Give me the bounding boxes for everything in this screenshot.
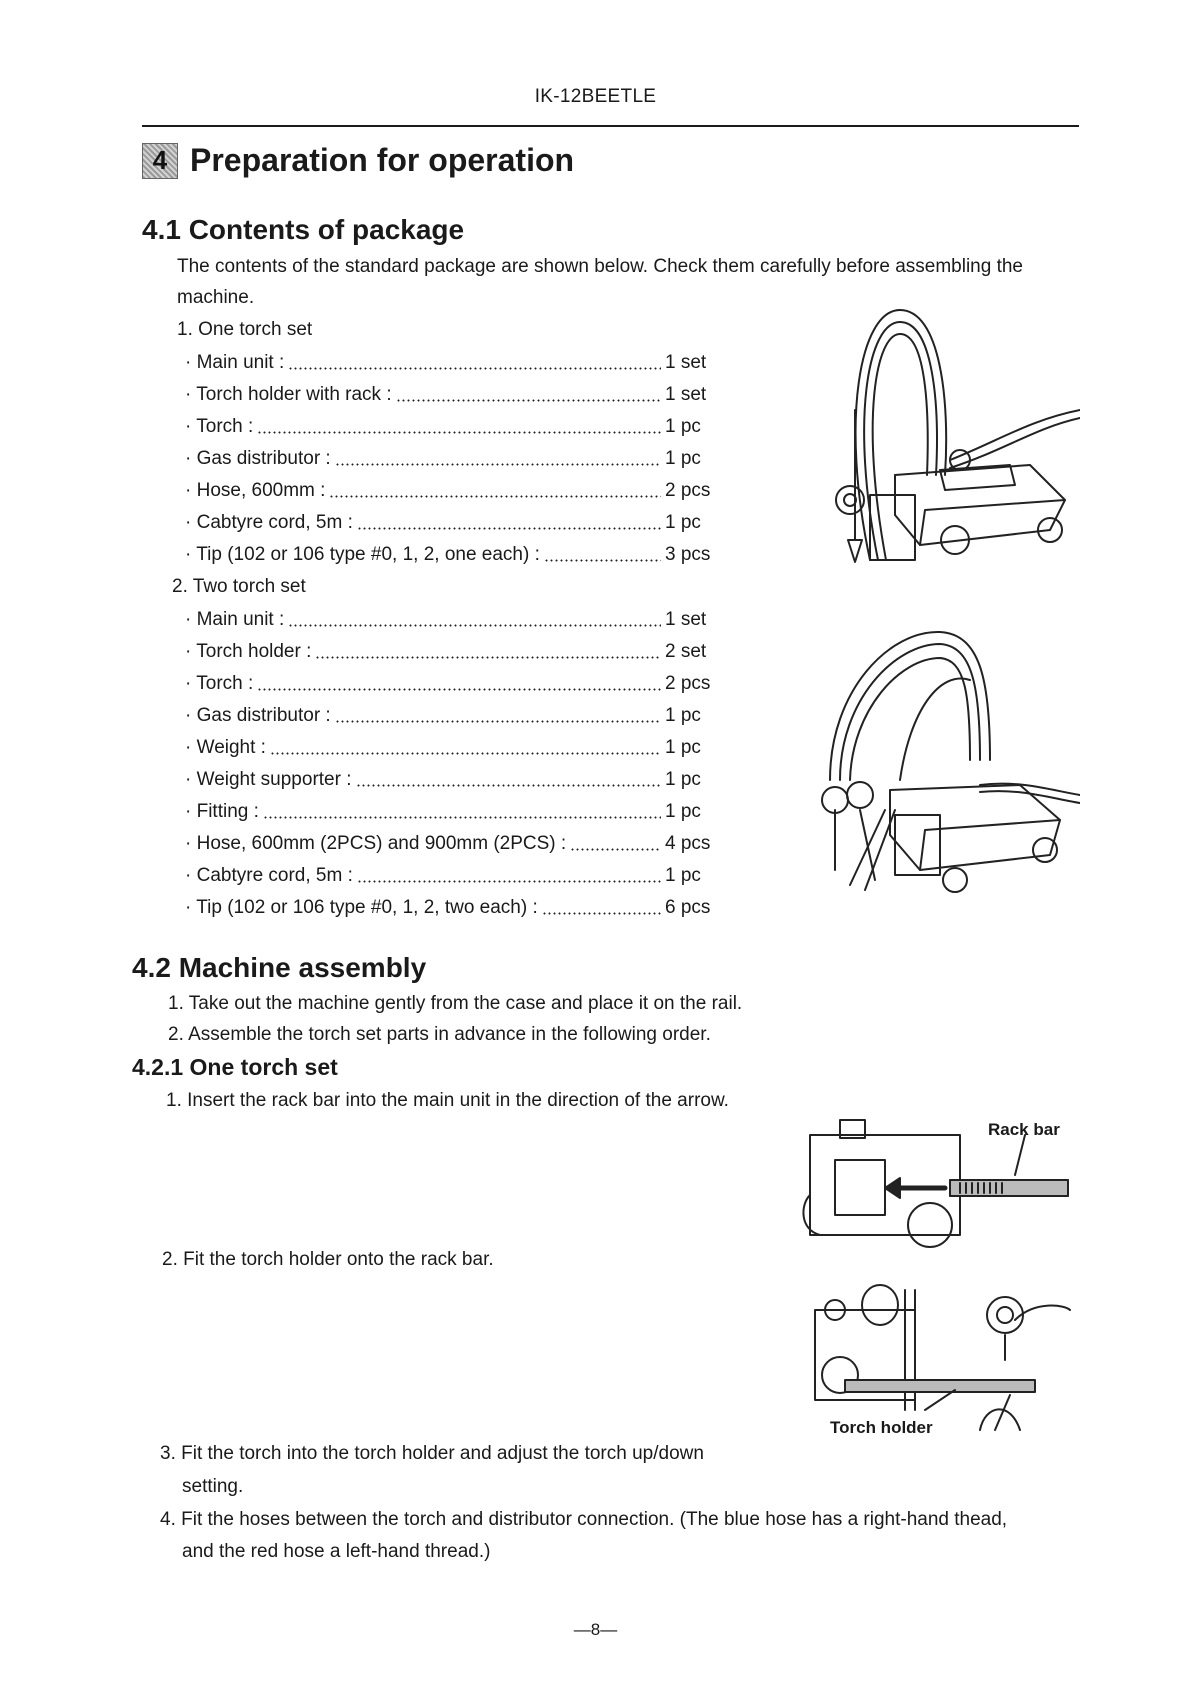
package-item-name: · Torch : — [185, 673, 254, 694]
dot-leader — [257, 431, 661, 434]
assembly-step-2: 2. Assemble the torch set parts in advance in the following order. — [168, 1024, 711, 1045]
dot-leader — [570, 848, 661, 851]
dot-leader — [270, 752, 661, 755]
package-item-name: · Gas distributor : — [185, 448, 331, 469]
one-torch-step-2: 2. Fit the torch holder onto the rack bar. — [162, 1249, 494, 1270]
one-torch-step-3-line-1: 3. Fit the torch into the torch holder and adjust the torch up/down — [160, 1443, 704, 1464]
package-item-quantity: 1 pc — [665, 865, 701, 886]
package-item-quantity: 1 pc — [665, 801, 701, 822]
package-item-name: · Torch holder : — [185, 641, 312, 662]
package-item-name: · Gas distributor : — [185, 705, 331, 726]
package-item-name: · Cabtyre cord, 5m : — [185, 512, 353, 533]
package-item-quantity: 1 pc — [665, 512, 701, 533]
package-item-row — [185, 833, 710, 855]
package-item-quantity: 1 pc — [665, 737, 701, 758]
dot-leader — [356, 784, 661, 787]
intro-line-1: The contents of the standard package are shown below. Check them carefully before assembling the — [177, 256, 1023, 277]
package-item-row — [185, 352, 710, 374]
package-item-quantity: 2 set — [665, 641, 707, 662]
one-torch-step-4-line-2: and the red hose a left-hand thread.) — [182, 1541, 491, 1562]
section-title-text: Preparation for operation — [190, 142, 575, 178]
rack-bar-label: Rack bar — [988, 1120, 1060, 1139]
package-item-row — [185, 448, 710, 470]
assembly-step-1: 1. Take out the machine gently from the case and place it on the rail. — [168, 993, 743, 1014]
package-item-quantity: 6 pcs — [665, 897, 711, 918]
dot-leader — [357, 880, 661, 883]
package-item-name: · Weight : — [185, 737, 266, 758]
package-item-row — [185, 705, 710, 727]
package-item-quantity: 1 set — [665, 609, 707, 630]
running-header: IK-12BEETLE — [534, 86, 657, 107]
package-item-row — [185, 897, 710, 919]
dot-leader — [257, 688, 661, 691]
intro-line-2: machine. — [177, 287, 255, 308]
package-item-name: · Tip (102 or 106 type #0, 1, 2, two each) : — [185, 897, 538, 918]
package-item-quantity: 2 pcs — [665, 480, 711, 501]
package-item-row — [185, 512, 710, 534]
package-item-name: · Main unit : — [185, 609, 285, 630]
one-torch-step-3-line-2: setting. — [182, 1476, 244, 1497]
package-item-name: · Torch : — [185, 416, 254, 437]
package-item-row — [185, 416, 710, 438]
heading-4-2-1: 4.2.1 One torch set — [132, 1054, 338, 1080]
dot-leader — [288, 367, 661, 370]
set2-title: 2. Two torch set — [172, 576, 306, 597]
package-item-row — [185, 609, 710, 631]
package-item-name: · Cabtyre cord, 5m : — [185, 865, 353, 886]
package-item-quantity: 2 pcs — [665, 673, 711, 694]
set1-title: 1. One torch set — [177, 319, 313, 340]
one-torch-step-1: 1. Insert the rack bar into the main unit in the direction of the arrow. — [166, 1090, 729, 1111]
package-item-name: · Weight supporter : — [185, 769, 352, 790]
package-item-name: · Main unit : — [185, 352, 285, 373]
package-item-quantity: 1 set — [665, 352, 707, 373]
package-item-row — [185, 480, 710, 502]
dot-leader — [335, 463, 661, 466]
one-torch-step-4-line-1: 4. Fit the hoses between the torch and distributor connection. (The blue hose has a right-hand thead, — [160, 1509, 1008, 1530]
package-item-quantity: 1 set — [665, 384, 707, 405]
package-item-row — [185, 673, 710, 695]
package-item-name: · Hose, 600mm : — [185, 480, 326, 501]
dot-leader — [396, 399, 661, 402]
package-item-row — [185, 384, 710, 406]
package-item-quantity: 1 pc — [665, 769, 701, 790]
package-item-name: · Fitting : — [185, 801, 259, 822]
two-torch-set-illustration — [800, 620, 1080, 900]
dot-leader — [329, 495, 661, 498]
package-item-quantity: 4 pcs — [665, 833, 711, 854]
dot-leader — [288, 624, 661, 627]
package-item-row — [185, 737, 710, 759]
section-title — [142, 142, 574, 179]
package-item-quantity: 3 pcs — [665, 544, 711, 565]
package-item-name: · Tip (102 or 106 type #0, 1, 2, one each) : — [185, 544, 540, 565]
package-item-name: · Torch holder with rack : — [185, 384, 392, 405]
package-item-row — [185, 769, 710, 791]
heading-4-1: 4.1 Contents of package — [142, 214, 465, 245]
dot-leader — [544, 559, 661, 562]
heading-4-2: 4.2 Machine assembly — [132, 952, 427, 983]
package-item-row — [185, 865, 710, 887]
package-item-name: · Hose, 600mm (2PCS) and 900mm (2PCS) : — [185, 833, 567, 854]
page-number: —8— — [573, 1620, 618, 1639]
dot-leader — [335, 720, 661, 723]
section-number-badge: 4 — [142, 143, 178, 179]
dot-leader — [263, 816, 661, 819]
torch-holder-label: Torch holder — [830, 1418, 933, 1437]
package-item-quantity: 1 pc — [665, 448, 701, 469]
package-item-row — [185, 801, 710, 823]
package-item-row — [185, 544, 710, 566]
package-item-quantity: 1 pc — [665, 705, 701, 726]
dot-leader — [315, 656, 661, 659]
dot-leader — [357, 527, 661, 530]
dot-leader — [542, 912, 661, 915]
header-rule — [142, 125, 1079, 127]
package-item-row — [185, 641, 710, 663]
one-torch-set-illustration — [800, 300, 1080, 570]
package-item-quantity: 1 pc — [665, 416, 701, 437]
